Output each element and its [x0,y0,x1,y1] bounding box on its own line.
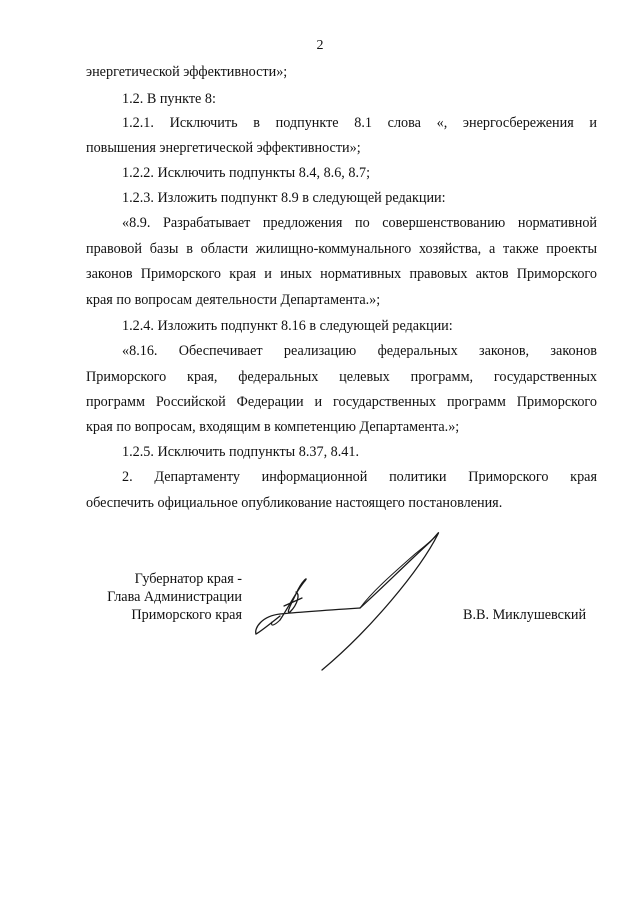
text-line: 1.2. В пункте 8: [122,91,216,107]
text-line: 1.2.2. Исключить подпункты 8.4, 8.6, 8.7; [122,165,371,181]
handwritten-signature [240,520,470,680]
text-line: 1.2.4. Изложить подпункт 8.16 в следующей редакции: [122,318,453,334]
text-line: обеспечить официальное опубликование настоящего постановления. [86,495,503,511]
text-line: края по вопросам, входящим в компетенцию Департамента.»; [86,419,460,435]
text-line: Приморского края, федеральных целевых программ, государственных [86,369,597,385]
signatory-title [54,570,242,624]
text-line: 1.2.5. Исключить подпункты 8.37, 8.41. [122,444,360,460]
text-line: правовой базы в области жилищно-коммунального хозяйства, а также проекты [86,241,597,257]
text-line: программ Российской Федерации и государственных программ Приморского [86,394,597,410]
text-line: повышения энергетической эффективности»; [86,140,361,156]
text-line: «8.16. Обеспечивает реализацию федеральных законов, законов [122,343,597,359]
signatory-title-line: Приморского края [131,607,242,623]
signatory-title-line: Глава Администрации [107,589,242,605]
signatory-name: В.В. Миклушевский [463,607,587,623]
text-line: края по вопросам деятельности Департамента.»; [86,292,381,308]
text-line: 1.2.3. Изложить подпункт 8.9 в следующей редакции: [122,190,446,206]
text-line: энергетической эффективности»; [86,64,288,80]
signatory-title-line: Губернатор края - [134,571,242,587]
page-number: 2 [316,38,324,53]
text-line: законов Приморского края и иных нормативных правовых актов Приморского [86,266,597,282]
text-line: 2. Департаменту информационной политики Приморского края [122,469,597,485]
text-line: «8.9. Разрабатывает предложения по совершенствованию нормативной [122,215,597,231]
text-line: 1.2.1. Исключить в подпункте 8.1 слова «, энергосбережения и [122,115,597,131]
